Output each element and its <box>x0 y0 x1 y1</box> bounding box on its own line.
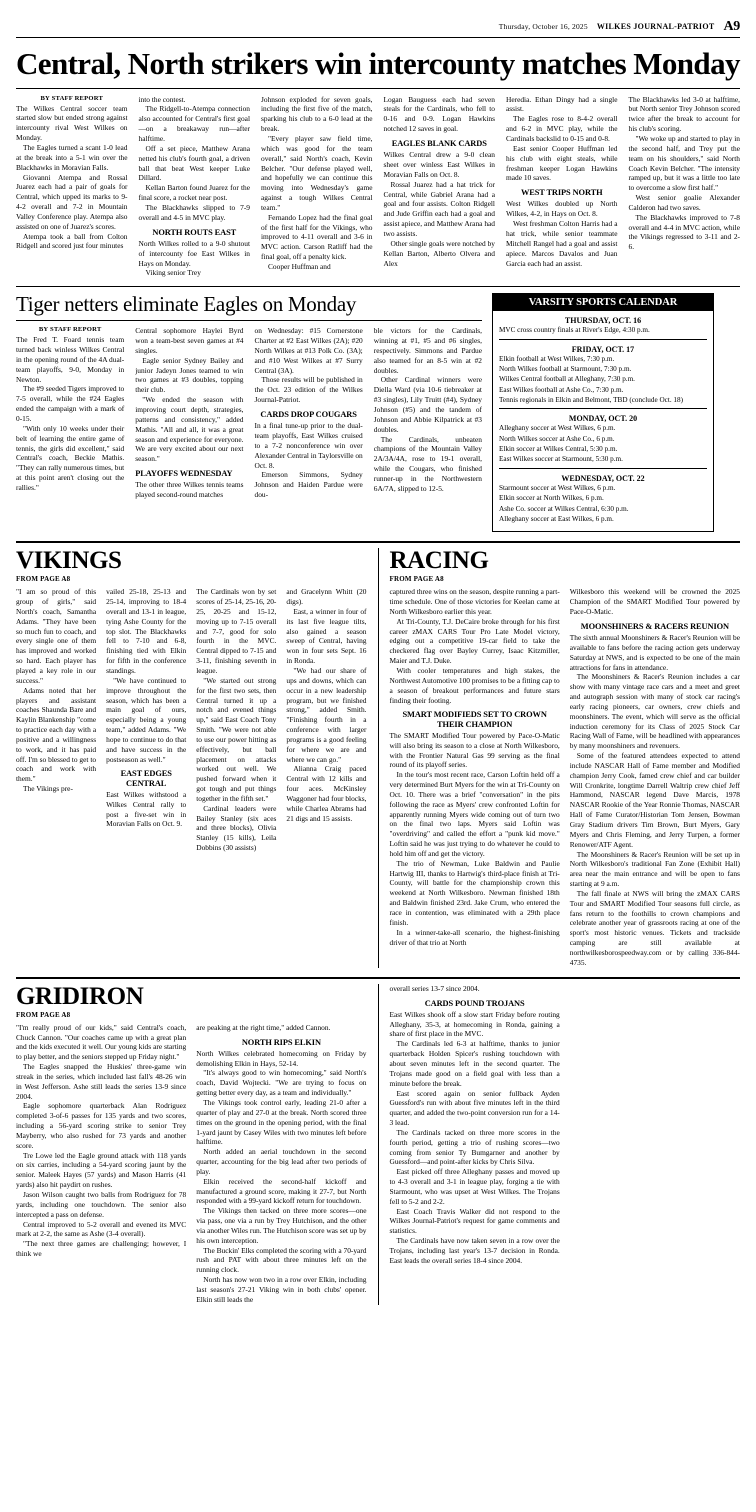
paragraph: "We had our share of ups and downs, which can occur in a new leadership program, but we finished strong," added Smith. "Finishing fourth in a conference with larger programs is a good feeling for where we are and where we can go." <box>286 665 367 764</box>
paragraph: The other three Wilkes tennis teams played second-round matches <box>135 480 244 500</box>
byline: BY STAFF REPORT <box>40 94 104 102</box>
paragraph: Central sophomore Haylei Byrd won a team-best seven games at #4 singles. <box>135 326 244 355</box>
paragraph: "I'm really proud of our kids," said Central's coach, Chuck Cannon. "Our coaches came up with a great plan and the kids executed it well. Our young kids are starting to play better, and the seniors stepped up Friday night." <box>16 1022 187 1062</box>
paragraph: The Blackhawks slipped to 7-9 overall and 4-5 in MVC play. <box>138 202 250 222</box>
paragraph: The #9 seeded Tigers improved to 7-5 overall, while the #24 Eagles ended the campaign with a mark of 0-15. <box>16 384 125 423</box>
paragraph: With cooler temperatures and high stakes, the Northwest Automotive 100 promises to be a fitting cap to a season of breakout performances and future stars finding their footing. <box>389 665 560 705</box>
subhead-east-edges-central: EAST EDGES CENTRAL <box>120 769 172 788</box>
paragraph: East senior Cooper Huffman led his club with eight steals, while freshman keeper Logan Hawkins made 10 saves. <box>506 143 618 183</box>
calendar-event: Alleghany soccer at East Wilkes, 6 p.m. <box>499 514 614 523</box>
paragraph: overall series 13-7 since 2004. <box>389 983 480 993</box>
paragraph: The Cardinals won by set scores of 25-14, 25-16, 20-25, 20-25 and 15-12, moving up to 7-15 overall and 7-7, good for solo fourth in the MVC. Central dipped to 7-15 and 3-11, finishing seventh in league. <box>196 587 277 675</box>
vikings-col-3 <box>196 587 276 853</box>
calendar-divider <box>499 339 707 340</box>
gridiron-from-page: FROM PAGE A8 <box>16 1010 71 1019</box>
paragraph: The Blackhawks led 3-0 at halftime, but North senior Trey Johnson scored twice after the break to account for his club's scoring. <box>628 94 740 134</box>
paragraph: Logan Bauguess each had seven steals for the Cardinals, who fell to 0-16 and 0-9. Logan Hawkins notched 12 saves in goal. <box>383 94 495 134</box>
vikings-col-1 <box>16 587 96 853</box>
vikings-jump <box>16 548 367 967</box>
subhead-west-trips-north: WEST TRIPS NORTH <box>520 188 603 198</box>
paragraph: Atempa took a ball from Colton Ridgell and scored just four minutes <box>16 231 128 251</box>
story-tennis-headline: Tiger netters eliminate Eagles on Monday <box>16 292 357 317</box>
subhead-cards-drop-cougars: CARDS DROP COUGARS <box>260 409 357 419</box>
subhead-smart-modifieds: SMART MODIFIEDS SET TO CROWN THEIR CHAMPION <box>402 710 547 729</box>
paragraph: Other single goals were notched by Kellan Barton, Alberto Olvera and Alex <box>383 238 495 268</box>
racing-jump <box>390 548 741 967</box>
paragraph: Cooper Huffman and <box>268 261 331 271</box>
calendar-event: Elkin soccer at Wilkes Central, 5:30 p.m. <box>499 445 618 454</box>
paragraph: vailed 25-18, 25-13 and 25-14, improving to 18-4 overall and 13-1 in league, tying Ashe County for the top slot. The Blackhawks fell to 7-10 and 6-8, finishing tied with Elkin for fifth in the conference standings. <box>106 587 187 675</box>
story-soccer-col-3 <box>261 95 373 279</box>
calendar-event: East Wilkes soccer at Starmount, 5:30 p.m. <box>499 455 623 464</box>
subhead-playoffs-wednesday: PLAYOFFS WEDNESDAY <box>135 469 233 479</box>
story-soccer-col-4 <box>384 95 496 279</box>
paragraph: The Cardinals tacked on three more scores in the fourth period, getting a trio of rushing scores—two coming from senior Ty Bumgarner and another by Guessford—and point-after kicks by Chris Silva. <box>389 1127 560 1167</box>
story-soccer-col-5 <box>506 95 618 279</box>
paragraph: East, a winner in four of its last five league tilts, also gained a season sweep of Central, having won in four sets Sept. 16 in Ronda. <box>286 606 367 666</box>
calendar-day-heading: THURSDAY, OCT. 16 <box>564 316 642 326</box>
paragraph: "We ended the season with improving court depth, strategies, patterns and consistency," added Mathis. "All and all, it was a great season and experience for everyone. We are very excited about our next season." <box>135 395 244 464</box>
racing-headline: RACING <box>389 547 489 575</box>
paragraph: At Tri-County, T.J. DeCaire broke through for his first career zMAX CARS Tour Pro Late Model victory, edging out a competitive 19-car field to take the checkered flag over Bayley Currey, Isaac Kitzmiller, Maier and T.J. Duke. <box>389 616 560 666</box>
calendar-day-heading: FRIDAY, OCT. 17 <box>571 344 635 354</box>
paragraph: on Wednesday: #15 Cornerstone Charter at #2 East Wilkes (2A); #20 North Wilkes at #13 Polk Co. (3A); and #10 West Wilkes at #7 Surry Central (3A). <box>254 326 363 375</box>
story-soccer-col-2 <box>139 95 251 279</box>
vikings-from-page: FROM PAGE A8 <box>16 575 71 584</box>
headline-rule <box>16 88 740 89</box>
paragraph: Rossal Juarez had a hat trick for Central, while Gabriel Arana had a goal and four assists. Colton Ridgell and Jude Griffin each had a goal and assist apiece, and Matthew Arana had two assists. <box>383 179 495 238</box>
lower-section-2 <box>16 984 740 1305</box>
paragraph: The Eagles rose to 8-4-2 overall and 6-2 in MVC play, while the Cardinals backslid to 0-15 and 0-8. <box>506 114 618 143</box>
paragraph: The Wilkes Central soccer team started slow but ended strong against intercounty rival West Wilkes on Monday. <box>16 103 128 143</box>
story-tennis-col-1 <box>16 326 124 500</box>
paragraph: Johnson exploded for seven goals, including the first five of the match, sparking his club to a 6-0 lead at the break. <box>261 94 373 134</box>
paragraph: Giovanni Atempa and Rossal Juarez each had a pair of goals for Central, which upped its marks to 9-4-2 overall and 7-2 in Mountain Valley Conference play. Atempa also assisted on one of Juarez's scores. <box>16 172 128 231</box>
gridiron-jump-right <box>390 984 741 1305</box>
paragraph: Eagle sophomore quarterback Alan Rodriguez completed 3-of-6 passes for 135 yards and two scores, including a 56-yard scoring strike to senior Trey Mayberry, who also rushed for 73 yards and another score. <box>16 1101 187 1150</box>
paragraph: Fernando Lopez had the final goal of the first half for the Vikings, who improved to 4-11 overall and 3-6 in MVC action. Carson Ratliff had the final goal, off a penalty kick. <box>261 212 373 262</box>
paragraph: In the tour's most recent race, Carson Loftin held off a very determined Burt Myers for the win at Tri-County on Oct. 10. There was a brief "conversation" in the pits following the race as Myers' crew confronted Loftin for apparently running Myers wide coming out of turn two on the final two laps. Myers said Loftin was "overdriving" and called the effort a "punk kid move." Loftin said he was just trying to do whatever he could to hold him off and get the victory. <box>389 770 560 858</box>
paragraph: "It's always good to win homecoming," said North's coach, David Wojtecki. "We are trying to focus on getting better every day, as a team and individually." <box>196 1068 367 1098</box>
paragraph: The Fred T. Foard tennis team turned back winless Wilkes Central in the opening round of the 4A dual-team playoffs, 9-0, Monday in Newton. <box>16 335 125 384</box>
calendar-event: East Wilkes football at Ashe Co., 7:30 p.m. <box>499 385 624 394</box>
racing-col-1 <box>390 587 560 967</box>
paragraph: East Wilkes withstood a Wilkes Central rally to post a five-set win in Moravian Falls on Oct. 9. <box>106 789 187 829</box>
story-soccer-col-6 <box>629 95 741 279</box>
paragraph: Jason Wilson caught two balls from Rodriguez for 78 yards, including one touchdown. The senior also intercepted a pass on defense. <box>16 1190 187 1219</box>
story-tennis <box>16 293 482 532</box>
paragraph: The Eagles snapped the Huskies' three-game win streak in the series, which included last fall's 48-26 win in West Jefferson. Ashe still leads the series 13-9 since 2004. <box>16 1062 187 1101</box>
paragraph: Alianna Craig paced Central with 12 kills and four aces. McKinsley Waggoner had four blocks, while Charlea Abrams had 21 digs and 15 assists. <box>286 764 367 823</box>
calendar-event: North Wilkes football at Starmount, 7:30 p.m. <box>499 364 632 373</box>
calendar-event: North Wilkes soccer at Ashe Co., 6 p.m. <box>499 434 615 443</box>
paragraph: into the contest. <box>138 94 186 104</box>
paragraph: Those results will be published in the Oct. 23 edition of the Wilkes Journal-Patriot. <box>254 375 363 405</box>
paragraph: The Buckin' Elks completed the scoring with a 70-yard rush and PAT with about three minutes left on the running clock. <box>196 1245 367 1275</box>
paragraph: The Ridgell-to-Atempa connection also accounted for Central's first goal—on a breakaway run—after halftime. <box>138 104 250 143</box>
paragraph: "We woke up and started to play in the second half, and Trey put the team on his shoulders," said North Coach Kevin Belcher. "The intensity ramped up, but it was a little too late to overcome a slow first half." <box>628 133 740 193</box>
paragraph: The SMART Modified Tour powered by Pace-O-Matic will also bring its season to a close at North Wilkesboro, with the Frontier Natural Gas 99 serving as the final round of its playoff series. <box>389 730 560 770</box>
vikings-col-4 <box>286 587 366 853</box>
varsity-sports-calendar <box>492 293 714 532</box>
masthead-paper-name: WILKES JOURNAL-PATRIOT <box>596 22 715 31</box>
calendar-event: Wilkes Central football at Alleghany, 7:30 p.m. <box>499 375 635 384</box>
paragraph: The Moonshiners & Racer's Reunion includes a car show with many vintage race cars and a meet and greet and autograph session with many of stock car racing's early racing pioneers, car owners, crew chiefs and moonshiners. The event, which will serve as the official induction ceremony for its Class of 2025 Stock Car Racing Wall of Fame, will be headlined with appearances by many moonshiners and revenuers. <box>569 672 740 751</box>
paragraph: The sixth annual Moonshiners & Racer's Reunion will be available to fans before the racing action gets underway Saturday at NWS, and is expected to be one of the main attractions for fans in attendance. <box>569 632 740 672</box>
paragraph: North has now won two in a row over Elkin, including last season's 27-21 Viking win in both clubs' opener. Elkin still leads the <box>196 1275 367 1304</box>
subhead-cards-pound-trojans: CARDS POUND TROJANS <box>424 998 525 1008</box>
masthead-page-number: A9 <box>723 19 740 34</box>
paragraph: Adams noted that her players and assistant coaches Shaunda Bare and Kaylin Blankenship "come to practice each day with a positive and a willingness to work, and it has paid off. I'm so blessed to get to coach and work with them." <box>16 685 97 784</box>
paragraph: Kellan Barton found Juarez for the final score, a rocket near post. <box>138 183 250 203</box>
paragraph: North added an aerial touchdown in the second quarter, accounting for the big lead after two periods of play. <box>196 1147 367 1176</box>
paragraph: Elkin received the second-half kickoff and manufactured a ground score, making it 27-7, but North responded with a 99-yard kickoff return for touchdown. <box>196 1176 367 1206</box>
paragraph: Off a set piece, Matthew Arana netted his club's fourth goal, a driven ball that beat West keeper Luke Dillard. <box>138 143 250 183</box>
paragraph: The Cardinals, unbeaten champions of the Mountain Valley 2A/3A/4A, rose to 19-1 overall, while the Cougars, who finished runner-up in the Northwestern 6A/7A, slipped to 12-5. <box>373 434 482 493</box>
gridiron-jump <box>16 984 367 1305</box>
paragraph: "We have continued to improve throughout the season, which has been a main goal of ours, especially being a young team," added Adams. "We hope to continue to do that and have success in the postseason as well." <box>106 675 187 764</box>
lower-section-1 <box>16 548 740 967</box>
paragraph: The Vikings then tacked on three more scores—one via pass, one via a run by Trey Hutchison, and the other via another Wiles run. The Hutchison score was set up by his own interception. <box>196 1206 367 1245</box>
paragraph: ble victors for the Cardinals, winning at #1, #5 and #6 singles, respectively. Simmons and Pardue also teamed for an 8-5 win at #2 doubles. <box>373 326 482 375</box>
paragraph: East picked off three Alleghany passes and moved up to 4-3 overall and 3-1 in league play, forging a tie with Starmount, who was upset at West Wilkes. The Trojans fell to 5-2 and 2-2. <box>389 1167 560 1206</box>
calendar-title: VARSITY SPORTS CALENDAR <box>493 294 713 311</box>
gridiron-col-2 <box>196 1023 366 1305</box>
masthead <box>16 18 740 38</box>
story-tennis-col-4 <box>374 326 482 500</box>
calendar-divider <box>499 408 707 409</box>
gridiron-col-4-empty <box>570 984 740 1266</box>
calendar-event: MVC cross country finals at River's Edge, 4:30 p.m. <box>499 326 650 335</box>
story-tennis-col-3 <box>255 326 363 500</box>
paragraph: Wilkes Central drew a 9-0 clean sheet over winless East Wilkes in Moravian Falls on Oct. 8. <box>383 150 495 179</box>
masthead-date: Thursday, October 16, 2025 <box>498 22 588 31</box>
paragraph: Tre Lowe led the Eagle ground attack with 118 yards on six carries, including a 54-yard scoring jaunt by the senior. Maleek Hayes (57 yards) and Mason Harris (41 yards) also hit paydirt on rushes. <box>16 1150 187 1190</box>
paragraph: Some of the featured attendees expected to attend include NASCAR Hall of Fame member and Modified champion Jerry Cook, famed crew chief and car builder Will Cronkrite, longtime Darrell Waltrip crew chief Jeff Hammond, NASCAR legend Dave Marcis, 1978 NASCAR Rookie of the Year Ronnie Thomas, NASCAR Hall of Fame Curator/Historian Tom Jensen, Bowman Gray Stadium drivers Tim Brown, Burt Myers, Gary Myers and Chris Fleming, and Jerry Turpen, a former Renower/ATF Agent. <box>569 751 740 849</box>
paragraph: In a final tune-up prior to the dual-team playoffs, East Wilkes cruised to a 7-2 nonconference win over Alexander Central in Taylorsville on Oct. 8. <box>254 421 363 470</box>
paragraph: West senior goalie Alexander Calderon had two saves. <box>628 193 740 212</box>
paragraph: The Eagles turned a scant 1-0 lead at the break into a 5-1 win over the Blackhawks in Moravian Falls. <box>16 142 128 172</box>
story-soccer <box>16 95 740 279</box>
calendar-day-heading: WEDNESDAY, OCT. 22 <box>561 473 645 483</box>
paragraph: Other Cardinal winners were Diella Ward (via 10-6 tiebreaker at #3 singles), Lily Truitt (#4), Sydney Johnson (#5) and the tandem of Johnson and Abbie Kilpatrick at #3 doubles. <box>373 375 482 434</box>
calendar-event: Alleghany soccer at West Wilkes, 6 p.m. <box>499 424 616 433</box>
subhead-north-routs-east: NORTH ROUTS EAST <box>152 227 237 237</box>
story-tennis-rule <box>16 320 482 321</box>
paragraph: Emerson Simmons, Sydney Johnson and Haiden Pardue were dou- <box>254 470 363 500</box>
paragraph: "We started out strong for the first two sets, then Central turned it up a notch and evened things up," said East Coach Tony Smith. "We were not able to use our power hitting as effectively, but ball placement on attacks worked out well. We pushed forward when it got tough and put things together in the fifth set." <box>196 675 277 803</box>
calendar-day-heading: MONDAY, OCT. 20 <box>568 414 638 424</box>
paragraph: Eagle senior Sydney Bailey and junior Jadeyn Jones teamed to win two games at #3 doubles, topping their club. <box>135 355 244 395</box>
paragraph: "Every player saw field time, which was good for the team overall," said North's coach, Kevin Belcher. "Our defense played well, and hopefully we can continue this moving into Wednesday's game against a tough Wilkes Central team." <box>261 133 373 212</box>
gridiron-col-3 <box>390 984 560 1266</box>
paragraph: In a winner-take-all scenario, the highest-finishing driver of that trio at North <box>389 927 560 947</box>
paragraph: Wilkesboro this weekend will be crowned the 2025 Champion of the SMART Modified Tour powered by Pace-O-Matic. <box>569 587 740 616</box>
vertical-divider <box>378 548 379 967</box>
story-tennis-col-2 <box>135 326 243 500</box>
paragraph: Central improved to 5-2 overall and evened its MVC mark at 2-2, the same as Ashe (3-4 overall). <box>16 1219 187 1239</box>
paragraph: "I am so proud of this group of girls," said North's coach, Samantha Adams. "They have been so much fun to coach, and every single one of them has improved and worked so hard. Each player has played a key role in our success." <box>16 587 97 685</box>
vikings-col-2 <box>106 587 186 853</box>
paragraph: North Wilkes celebrated homecoming on Friday by demolishing Elkin in Hays, 52-14. <box>196 1048 367 1068</box>
paragraph: The Vikings took control early, leading 21-0 after a quarter of play and 27-0 at the break. North scored three times on the ground in the opening period, with the final 1-yard jaunt by Casey Wiles with two minutes left before halftime. <box>196 1097 367 1147</box>
paragraph: The trio of Newman, Luke Baldwin and Paulie Hartwig III, thanks to Hartwig's third-place finish at Tri-County, will battle for the championship crown this weekend at North Wilkesboro. Newman finished 18th and Baldwin finished 23rd. Jake Crum, who entered the race in contention, was eliminated with a 29th place finish. <box>389 858 560 927</box>
paragraph: Cardinal leaders were Bailey Stanley (six aces and three blocks), Olivia Stanley (15 kills), Leila Dobbins (30 assists) <box>196 803 277 853</box>
gridiron-headline: GRIDIRON <box>16 982 144 1010</box>
paragraph: Viking senior Trey <box>145 268 201 278</box>
continuation-band-1 <box>16 541 740 548</box>
paragraph: Heredia. Ethan Dingy had a single assist. <box>506 94 618 114</box>
paragraph: are peaking at the right time," added Cannon. <box>196 1022 331 1032</box>
paragraph: The Vikings pre- <box>23 784 73 794</box>
paragraph: and Gracelynn Whitt (20 digs). <box>286 587 367 607</box>
paragraph: North Wilkes rolled to a 9-0 shutout of intercounty foe East Wilkes in Hays on Monday. <box>138 238 250 268</box>
calendar-event: Ashe Co. soccer at Wilkes Central, 6:30 p.m. <box>499 504 629 513</box>
paragraph: East Coach Travis Walker did not respond to the Wilkes Journal-Patriot's request for game comments and statistics. <box>389 1206 560 1236</box>
paragraph: East Wilkes shook off a slow start Friday before routing Alleghany, 35-3, at homecoming in Ronda, gaining a share of first place in the MVC. <box>389 1009 560 1039</box>
racing-col-2 <box>570 587 740 967</box>
paragraph: The Cardinals led 6-3 at halftime, thanks to junior quarterback Holden Spicer's rushing touchdown with about seven minutes left in the second quarter. The Trojans made good on a field goal with less than a minute before the break. <box>389 1039 560 1088</box>
page-title: Central, North strikers win intercounty matches Monday <box>16 46 740 81</box>
paragraph: West Wilkes doubled up North Wilkes, 4-2, in Hays on Oct. 8. <box>506 199 618 219</box>
paragraph: West freshman Colton Harris had a hat trick, while senior teammate Mitchell Rangel had a goal and assist apiece. Marcos Davalos and Juan Garcia each had an assist. <box>506 219 618 268</box>
story-soccer-col-1 <box>16 95 128 279</box>
gridiron-col-1 <box>16 1023 186 1305</box>
paragraph: The Blackhawks improved to 7-8 overall and 4-4 in MVC action, while the Vikings regressed to 3-11 and 2-6. <box>628 212 740 252</box>
paragraph: The Moonshiners & Racer's Reunion will be set up in North Wilkesboro's traditional Fan Zone (Exhibit Hall) area near the main entrance and will be open to fans starting at 9 a.m. <box>569 849 740 889</box>
calendar-event: Starmount soccer at West Wilkes, 6 p.m. <box>499 483 616 492</box>
story-tennis-section <box>16 286 740 532</box>
calendar-event: Elkin soccer at North Wilkes, 6 p.m. <box>499 494 604 503</box>
paragraph: East scored again on senior fullback Ayden Guessford's run with about five minutes left in the third quarter, and added the two-point conversion run for a 14-3 lead. <box>389 1088 560 1128</box>
vertical-divider <box>378 984 379 1305</box>
calendar-event: Tennis regionals in Elkin and Belmont, TBD (conclude Oct. 18) <box>499 395 684 404</box>
subhead-moonshiners-reunion: MOONSHINERS & RACERS REUNION <box>580 621 729 631</box>
paragraph: "The next three games are challenging; however, I think we <box>16 1239 187 1259</box>
paragraph: captured three wins on the season, despite running a part-time schedule. One of those victories for Keelan came at North Wilkesboro earlier this year. <box>389 587 560 616</box>
byline: BY STAFF REPORT <box>38 326 102 334</box>
racing-from-page: FROM PAGE A8 <box>389 575 444 584</box>
paragraph: The fall finale at NWS will bring the zMAX CARS Tour and SMART Modified Tour seasons full circle, as fans return to the foothills to crown champions and celebrate another year of grassroots racing at one of the sport's most historic venues. Tickets and trackside camping are still available at northwilkesborospeedway.com or by calling 336-844-4735. <box>569 888 740 967</box>
subhead-north-rips-elkin: NORTH RIPS ELKIN <box>241 1037 321 1047</box>
vikings-headline: VIKINGS <box>16 547 122 575</box>
calendar-divider <box>499 468 707 469</box>
calendar-event: Elkin football at West Wilkes, 7:30 p.m. <box>499 354 615 363</box>
subhead-eagles-blank-cards: EAGLES BLANK CARDS <box>391 138 487 148</box>
paragraph: The Cardinals have now taken seven in a row over the Trojans, including last year's 13-7 decision in Ronda. East leads the overall series 18-4 since 2004. <box>389 1236 560 1265</box>
calendar-body <box>493 311 713 531</box>
paragraph: "With only 10 weeks under their belt of learning the entire game of tennis, the girls did excellent," said Central's coach, Beckie Mathis. "They can rally numerous times, but at this point aren't closing out the rallies." <box>16 423 125 492</box>
